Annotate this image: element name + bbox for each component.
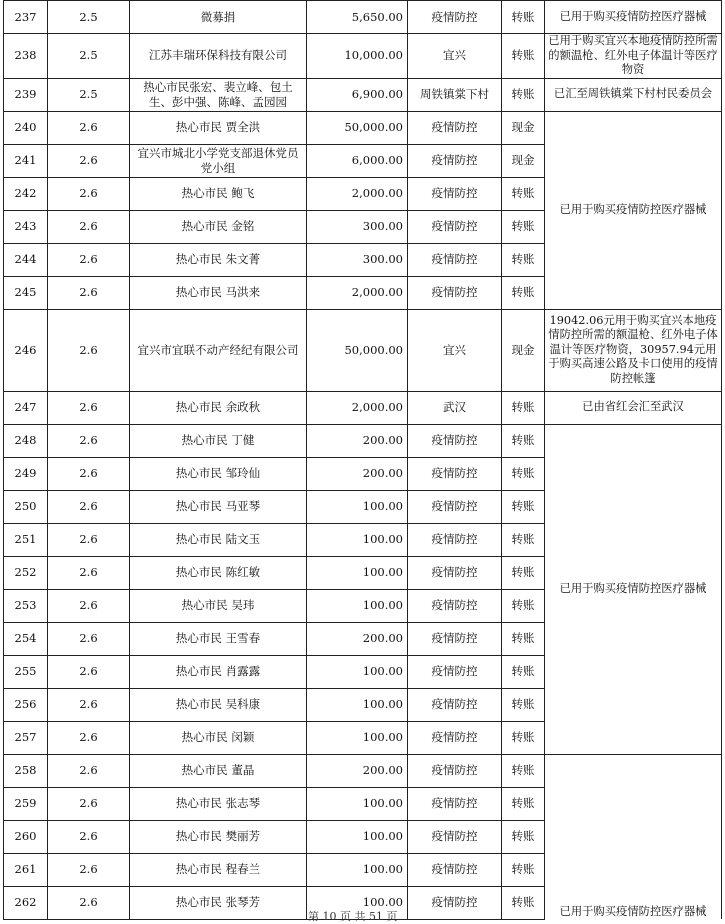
date-cell: 2.6 [48, 556, 130, 589]
payment-method-cell: 转账 [502, 688, 545, 721]
donation-table [3, 0, 722, 920]
donor-cell: 热心市民 邹玲仙 [130, 457, 307, 490]
date-cell: 2.6 [48, 820, 130, 853]
payment-method-cell: 转账 [502, 853, 545, 886]
donor-cell: 宜兴市城北小学党支部退休党员党小组 [130, 144, 307, 177]
row-number: 251 [4, 523, 48, 556]
date-cell: 2.6 [48, 177, 130, 210]
row-number: 250 [4, 490, 48, 523]
date-cell: 2.6 [48, 457, 130, 490]
usage-cell: 疫情防控 [408, 820, 502, 853]
donor-cell: 热心市民 鲍飞 [130, 177, 307, 210]
donor-cell: 热心市民 程春兰 [130, 853, 307, 886]
donor-cell: 热心市民 陆文玉 [130, 523, 307, 556]
date-cell: 2.6 [48, 523, 130, 556]
payment-method-cell: 转账 [502, 210, 545, 243]
usage-cell: 疫情防控 [408, 787, 502, 820]
amount-cell: 200.00 [307, 457, 408, 490]
row-number: 238 [4, 34, 48, 79]
row-number: 242 [4, 177, 48, 210]
payment-method-cell: 转账 [502, 243, 545, 276]
page-footer: 第 10 页 共 51 页 [308, 910, 398, 923]
donor-cell: 热心市民 吴玮 [130, 589, 307, 622]
amount-cell: 100.00 [307, 721, 408, 754]
row-number: 241 [4, 144, 48, 177]
note-cell: 19042.06元用于购买宜兴本地疫情防控所需的额温枪、红外电子体温计等医疗物资，30957.94元用于购买高速公路及卡口使用的疫情防控帐篷 [545, 309, 722, 391]
payment-method-cell: 转账 [502, 457, 545, 490]
row-number: 245 [4, 276, 48, 309]
payment-method-cell: 转账 [502, 556, 545, 589]
amount-cell: 200.00 [307, 622, 408, 655]
date-cell: 2.5 [48, 78, 130, 111]
date-cell: 2.6 [48, 589, 130, 622]
amount-cell: 100.00 [307, 886, 408, 919]
row-number: 239 [4, 78, 48, 111]
usage-cell: 疫情防控 [408, 490, 502, 523]
date-cell: 2.6 [48, 853, 130, 886]
amount-cell: 6,900.00 [307, 78, 408, 111]
donor-cell: 热心市民 王雪春 [130, 622, 307, 655]
usage-cell: 疫情防控 [408, 556, 502, 589]
payment-method-cell: 现金 [502, 111, 545, 144]
donor-cell: 热心市民 贾全洪 [130, 111, 307, 144]
payment-method-cell: 转账 [502, 276, 545, 309]
payment-method-cell: 转账 [502, 490, 545, 523]
amount-cell: 10,000.00 [307, 34, 408, 79]
table-row [4, 78, 722, 111]
amount-cell: 200.00 [307, 424, 408, 457]
payment-method-cell: 转账 [502, 754, 545, 787]
donor-cell: 热心市民 马洪来 [130, 276, 307, 309]
donor-cell: 热心市民 董晶 [130, 754, 307, 787]
usage-cell: 疫情防控 [408, 721, 502, 754]
usage-cell: 疫情防控 [408, 457, 502, 490]
amount-cell: 100.00 [307, 556, 408, 589]
donor-cell: 热心市民张宏、裴立峰、包土生、彭中强、陈峰、孟园园 [130, 78, 307, 111]
row-number: 256 [4, 688, 48, 721]
amount-cell: 100.00 [307, 589, 408, 622]
payment-method-cell: 转账 [502, 622, 545, 655]
payment-method-cell: 现金 [502, 309, 545, 391]
note-cell: 已由省红会汇至武汉 [545, 391, 722, 424]
usage-cell: 疫情防控 [408, 177, 502, 210]
note-cell: 已用于购买疫情防控医疗器械 [545, 1, 722, 34]
date-cell: 2.6 [48, 655, 130, 688]
usage-cell: 疫情防控 [408, 622, 502, 655]
table-row [4, 424, 722, 457]
row-number: 257 [4, 721, 48, 754]
row-number: 254 [4, 622, 48, 655]
amount-cell: 5,650.00 [307, 1, 408, 34]
donor-cell: 微募捐 [130, 1, 307, 34]
table-row [4, 34, 722, 79]
payment-method-cell: 转账 [502, 721, 545, 754]
amount-cell: 6,000.00 [307, 144, 408, 177]
usage-cell: 疫情防控 [408, 111, 502, 144]
payment-method-cell: 转账 [502, 523, 545, 556]
date-cell: 2.6 [48, 622, 130, 655]
amount-cell: 300.00 [307, 210, 408, 243]
row-number: 243 [4, 210, 48, 243]
donor-cell: 热心市民 樊丽芳 [130, 820, 307, 853]
donor-cell: 热心市民 吴科康 [130, 688, 307, 721]
donor-cell: 热心市民 张琴芳 [130, 886, 307, 919]
table-row [4, 111, 722, 144]
payment-method-cell: 现金 [502, 144, 545, 177]
payment-method-cell: 转账 [502, 1, 545, 34]
row-number: 261 [4, 853, 48, 886]
payment-method-cell: 转账 [502, 655, 545, 688]
usage-cell: 疫情防控 [408, 144, 502, 177]
date-cell: 2.5 [48, 1, 130, 34]
usage-cell: 疫情防控 [408, 276, 502, 309]
payment-method-cell: 转账 [502, 886, 545, 919]
usage-cell: 疫情防控 [408, 210, 502, 243]
row-number: 244 [4, 243, 48, 276]
date-cell: 2.6 [48, 787, 130, 820]
date-cell: 2.6 [48, 721, 130, 754]
usage-cell: 周铁镇棠下村 [408, 78, 502, 111]
amount-cell: 100.00 [307, 688, 408, 721]
amount-cell: 2,000.00 [307, 177, 408, 210]
payment-method-cell: 转账 [502, 78, 545, 111]
payment-method-cell: 转账 [502, 820, 545, 853]
row-number: 252 [4, 556, 48, 589]
table-row [4, 309, 722, 391]
row-number: 258 [4, 754, 48, 787]
row-number: 255 [4, 655, 48, 688]
date-cell: 2.6 [48, 886, 130, 919]
amount-cell: 2,000.00 [307, 276, 408, 309]
donor-cell: 热心市民 余政秋 [130, 391, 307, 424]
note-cell: 已用于购买宜兴本地疫情防控所需的额温枪、红外电子体温计等医疗物资 [545, 34, 722, 79]
date-cell: 2.6 [48, 391, 130, 424]
date-cell: 2.6 [48, 111, 130, 144]
date-cell: 2.6 [48, 243, 130, 276]
row-number: 247 [4, 391, 48, 424]
row-number: 240 [4, 111, 48, 144]
row-number: 259 [4, 787, 48, 820]
usage-cell: 疫情防控 [408, 655, 502, 688]
usage-cell: 疫情防控 [408, 523, 502, 556]
donor-cell: 江苏丰瑞环保科技有限公司 [130, 34, 307, 79]
date-cell: 2.6 [48, 144, 130, 177]
donor-cell: 热心市民 金铭 [130, 210, 307, 243]
donor-cell: 热心市民 陈红敏 [130, 556, 307, 589]
date-cell: 2.6 [48, 210, 130, 243]
donor-cell: 热心市民 丁健 [130, 424, 307, 457]
date-cell: 2.6 [48, 490, 130, 523]
payment-method-cell: 转账 [502, 589, 545, 622]
donor-cell: 热心市民 肖露露 [130, 655, 307, 688]
usage-cell: 疫情防控 [408, 688, 502, 721]
date-cell: 2.6 [48, 688, 130, 721]
payment-method-cell: 转账 [502, 34, 545, 79]
row-number: 253 [4, 589, 48, 622]
row-number: 260 [4, 820, 48, 853]
usage-cell: 宜兴 [408, 34, 502, 79]
donor-cell: 热心市民 朱文菁 [130, 243, 307, 276]
usage-cell: 疫情防控 [408, 886, 502, 919]
table-row [4, 391, 722, 424]
payment-method-cell: 转账 [502, 424, 545, 457]
usage-cell: 宜兴 [408, 309, 502, 391]
table-row [4, 754, 722, 787]
amount-cell: 100.00 [307, 655, 408, 688]
amount-cell: 100.00 [307, 523, 408, 556]
date-cell: 2.6 [48, 309, 130, 391]
amount-cell: 100.00 [307, 787, 408, 820]
payment-method-cell: 转账 [502, 787, 545, 820]
usage-cell: 疫情防控 [408, 754, 502, 787]
row-number: 249 [4, 457, 48, 490]
note-cell: 已用于购买疫情防控医疗器械 [545, 754, 722, 919]
amount-cell: 100.00 [307, 820, 408, 853]
usage-cell: 疫情防控 [408, 589, 502, 622]
donor-cell: 热心市民 张志琴 [130, 787, 307, 820]
note-cell: 已用于购买疫情防控医疗器械 [545, 111, 722, 309]
usage-cell: 疫情防控 [408, 853, 502, 886]
amount-cell: 100.00 [307, 490, 408, 523]
date-cell: 2.5 [48, 34, 130, 79]
note-cell: 已用于购买疫情防控医疗器械 [545, 424, 722, 754]
usage-cell: 疫情防控 [408, 424, 502, 457]
date-cell: 2.6 [48, 754, 130, 787]
row-number: 246 [4, 309, 48, 391]
usage-cell: 疫情防控 [408, 243, 502, 276]
amount-cell: 50,000.00 [307, 111, 408, 144]
usage-cell: 武汉 [408, 391, 502, 424]
note-cell: 已汇至周铁镇棠下村村民委员会 [545, 78, 722, 111]
payment-method-cell: 转账 [502, 177, 545, 210]
row-number: 237 [4, 1, 48, 34]
donor-cell: 热心市民 马亚琴 [130, 490, 307, 523]
table-row [4, 1, 722, 34]
amount-cell: 200.00 [307, 754, 408, 787]
payment-method-cell: 转账 [502, 391, 545, 424]
row-number: 262 [4, 886, 48, 919]
amount-cell: 2,000.00 [307, 391, 408, 424]
row-number: 248 [4, 424, 48, 457]
donor-cell: 热心市民 闵颖 [130, 721, 307, 754]
date-cell: 2.6 [48, 276, 130, 309]
donor-cell: 宜兴市宜联不动产经纪有限公司 [130, 309, 307, 391]
date-cell: 2.6 [48, 424, 130, 457]
amount-cell: 100.00 [307, 853, 408, 886]
usage-cell: 疫情防控 [408, 1, 502, 34]
amount-cell: 300.00 [307, 243, 408, 276]
amount-cell: 50,000.00 [307, 309, 408, 391]
